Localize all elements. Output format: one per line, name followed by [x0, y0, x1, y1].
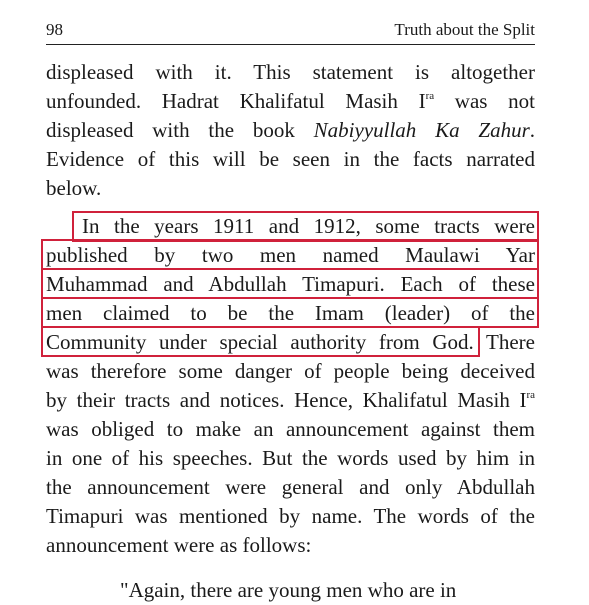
text-line: In the years 1911 and 1912, some tracts were: [82, 214, 535, 238]
running-title: Truth about the Split: [394, 20, 535, 39]
text-line: published by two men named Maulawi Yar: [46, 243, 535, 267]
book-title: Nabiyyullah Ka Zahur: [313, 118, 530, 142]
superscript-ra: ra: [425, 90, 435, 102]
text-line: Muhammad and Abdullah Timapuri. Each of these: [46, 272, 535, 296]
text-line: Community under special authority from God. There: [46, 330, 535, 354]
text-line: men claimed to be the Imam (leader) of the: [46, 301, 535, 325]
quote-line: "Again, there are young men who are in: [120, 578, 457, 602]
text-line: by their tracts and notices. Hence, Khalifatul Masih $I^{ra}$: [46, 388, 535, 412]
text-line: unfounded. Hadrat Khalifatul Masih $I^{ra}$ was not: [46, 89, 535, 113]
text-line: in one of his speeches. But the words used by him in: [46, 446, 535, 470]
text-line: the announcement were general and only Abdullah: [46, 475, 535, 499]
text-line: displeased with the book Nabiyyullah Ka Zahur.: [46, 118, 536, 142]
text-line: below.: [46, 176, 102, 200]
page-header: [46, 20, 535, 45]
text-line: displeased with it. This statement is altogether: [46, 60, 535, 84]
text-line: Evidence of this will be seen in the facts narrated: [46, 147, 535, 171]
text-line: Timapuri was mentioned by name. The words of the: [46, 504, 535, 528]
superscript-ra: ra: [526, 389, 535, 401]
text-line: was obliged to make an announcement against them: [46, 417, 535, 441]
text-line: announcement were as follows:: [46, 533, 312, 557]
text-line: was therefore some danger of people being deceived: [46, 359, 535, 383]
page-number: 98: [46, 20, 63, 39]
